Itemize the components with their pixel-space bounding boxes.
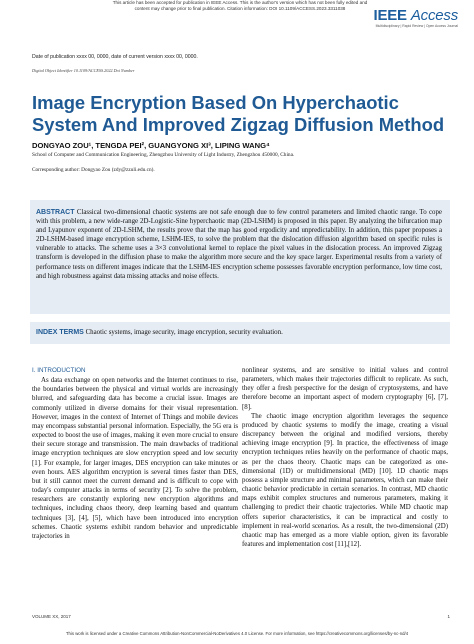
publication-notice — [90, 0, 390, 12]
volume-label: VOLUME XX, 2017 — [32, 614, 71, 619]
index-terms-heading: INDEX TERMS — [36, 329, 84, 336]
license-notice: This work is licensed under a Creative Commons Attribution-NonCommercial-NoDerivatives 4.0 License. For more information, see https://creativecommons.org/licenses/by-nc-nd/4 — [65, 631, 409, 636]
brand-tagline: Multidisciplinary | Rapid Review | Open Access Journal — [375, 24, 458, 28]
intro-paragraph-1-continued: nonlinear systems, and are sensitive to initial values and control parameters, which makes their trajectories difficult to replicate. As such, they offer a fresh perspective for the design of cryptosystems, and have therefore become an important aspect of modern cryptography [6], [7], [8]. — [242, 367, 448, 411]
abstract-box — [30, 200, 450, 314]
publication-notice-line-2: content may change prior to final publication. Citation information: DOI 10.1109/ACCESS.2023.3311038 — [134, 6, 346, 12]
intro-paragraph-1: As data exchange on open networks and the Internet continues to rise, the boundaries between the physical and virtual worlds are increasingly blurred, and safeguarding data has become a crucial issue. Images are commonly utilized in diverse domains for their visual representation. However, images in the context of Internet of Things and mobile devices may encompass substantial personal information. Especially, the 5G era is expected to boost the use of images, making it even more crucial to ensure their secure storage and transmission. The main drawbacks of traditional image encryption techniques are slow encryption speed and low security [1]. For example, for larger images, DES encryption can take minutes or even hours. AES algorithm encryption is several times faster than DES, but it still cannot meet the current demand and is difficult to cope with today's computer attacks in terms of security [2]. To solve the problem, researchers are constantly exploring new encryption algorithms and techniques, including chaos theory, deep learning based and quantum techniques [3], [4], [5], which have been introduced into encryption schemes. Chaotic systems exhibit random behavior and unpredictable trajectories in — [32, 377, 238, 540]
publication-dates: Date of publication xxxx 00, 0000, date of current version xxxx 00, 0000. — [32, 54, 198, 60]
index-terms-text: Chaotic systems, image security, image encryption, security evaluation. — [85, 329, 283, 336]
page-number: 1 — [447, 614, 450, 619]
paper-title-line-2: System And Improved Zigzag Diffusion Method — [32, 113, 445, 135]
ieee-access-wordmark — [373, 8, 458, 23]
index-terms-box — [30, 322, 450, 344]
intro-paragraph-2: The chaotic image encryption algorithm leverages the sequence produced by chaotic systems to modify the image, creating a visual discrepancy between the original and modified versions, thereby achieving image encryption [9]. In practice, the effectiveness of image encryption techniques relies heavily on the performance of chaotic maps, as per the chaos theory. Chaotic maps can be categorized as one-dimensional (1D) or multidimensional (MD) [10]. 1D chaotic maps possess a simple structure and minimal parameters, which can make their chaotic behavior predictable in certain scenarios. In contrast, MD chaotic maps exhibit complex structures and numerous parameters, making it challenging to predict their chaotic trajectories. While MD chaotic map offers superior characteristics, it can be impractical and costly to implement in real-world scenarios. As a result, the two-dimensional (2D) chaotic map has emerged as a more viable option, given its favorable features and implementation cost [11],[12]. — [242, 412, 448, 548]
affiliation: School of Computer and Communication Engineering, Zhengzhou University of Light Industry, Zhengzhou 450000, China. — [32, 152, 295, 158]
body-column-right — [242, 366, 448, 549]
corresponding-author: Corresponding author: Dongyao Zou (zdy@zzuli.edu.cn). — [32, 167, 155, 173]
body-column-left — [32, 366, 238, 541]
author-list: DONGYAO ZOU¹, TENGDA PEI², GUANGYONG XI³, LIPING WANG⁴ — [32, 141, 270, 150]
abstract-text: Classical two-dimensional chaotic systems are not safe enough due to few control parameters and limited chaotic range. To cope with this problem, a new wide-range 2D-Logistic-Sine hyperchaotic map (2D-LSHM) is proposed in this paper. By analyzing the bifurcation map and Lyapunov exponent of 2D-LSHM, the results prove that the map has good ergodicity and unpredictability. In addition, this paper proposes a 2D-LSHM-based image encryption scheme, LSHM-IES, to solve the problem that the dislocation diffusion algorithm based on specific rules is vulnerable to attacks. The scheme uses a 3×3 convolutional kernel to replace the pixel values in the dislocation process. An improved Zigzag transform is developed in the diffusion phase to make the algorithm more secure and the key space larger. Experimental results from a variety of performance tests on different images indicate that the LSHM-IES encryption scheme possesses favorable encryption performance, low time cost, and high robustness against data missing attacks and noise effects. — [36, 209, 442, 280]
abstract-heading: ABSTRACT — [36, 209, 75, 216]
brand-ieee: IEEE — [373, 7, 407, 24]
paper-title — [32, 92, 452, 135]
publication-notice-line-1: This article has been accepted for publication in IEEE Access. This is the author's version which has not been fully edited and — [112, 0, 368, 5]
section-heading-introduction: I. INTRODUCTION — [32, 367, 86, 374]
brand-access: Access — [410, 7, 458, 24]
journal-logo — [373, 8, 458, 28]
doi-line: Digital Object Identifier 10.1109/ACCESS.2022.Doi Number — [32, 68, 135, 73]
paper-title-line-1: Image Encryption Based On Hyperchaotic — [32, 92, 399, 113]
